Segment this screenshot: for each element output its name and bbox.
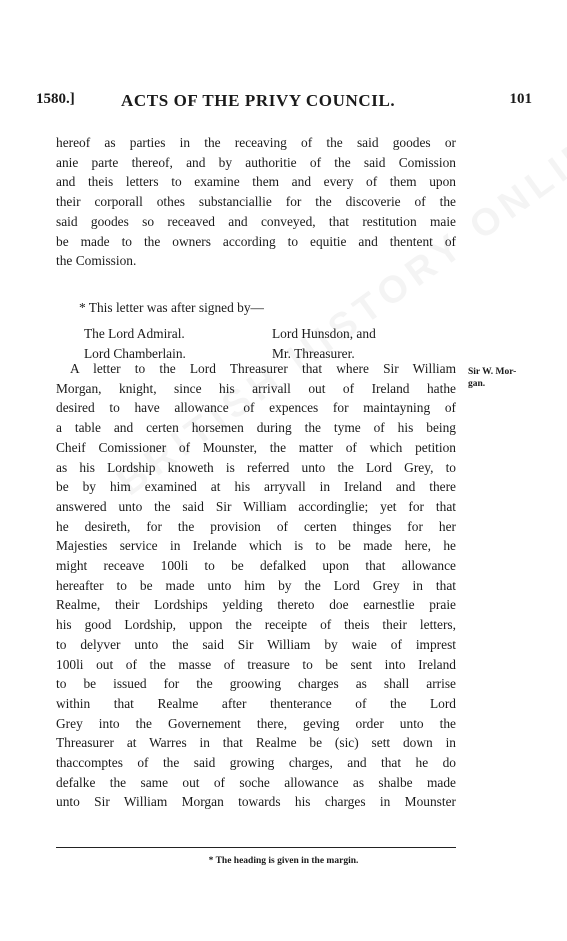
- text-line: be made to the owners according to equitie and thentent of: [56, 233, 456, 249]
- text-line: unto Sir William Morgan towards his charges in Mounster: [56, 794, 456, 810]
- text-line: he desireth, for the provision of certen thinges for her: [56, 518, 456, 534]
- signatory: Lord Chamberlain.: [84, 346, 186, 361]
- text-line: Realme, their Lordships yelding thereto doe earnestlie praie: [56, 597, 456, 613]
- text-line: hereafter to be made unto him by the Lord Grey in that: [56, 577, 456, 593]
- signatory: Mr. Threasurer.: [272, 346, 355, 361]
- text-line: and theis letters to examine them and every of them upon: [56, 174, 456, 190]
- text-line: said goodes so receaved and conveyed, that restitution maie: [56, 213, 456, 229]
- text-line: thaccomptes of the said growing charges, and that he do: [56, 755, 456, 771]
- text-line: Grey into the Governement there, geving order unto the: [56, 715, 456, 731]
- text-line: their corporall othes substanciallie for the discoverie of the: [56, 194, 456, 210]
- text-line: might receave 100li to be defalked upon that allowance: [56, 558, 456, 574]
- text-line: Majesties service in Irelande which is to be made here, he: [56, 538, 456, 554]
- text-line: his good Lordship, uppon the receipte of theis their letters,: [56, 617, 456, 633]
- text-line: to be issued for the groowing charges as shall arrise: [56, 676, 456, 692]
- text-line: a table and certen horsemen during the tyme of his being: [56, 420, 456, 436]
- text-line: as his Lordship knoweth is referred unto the Lord Grey, to: [56, 459, 456, 475]
- letter-paragraph: [56, 359, 456, 812]
- text-line: answered unto the said Sir William accordinglie; yet for that: [56, 498, 456, 514]
- text-line: anie parte thereof, and by authoritie of the said Comission: [56, 154, 456, 170]
- text-line: Morgan, knight, since his arrivall out of Ireland hathe: [56, 380, 456, 396]
- text-line: hereof as parties in the receaving of the said goodes or: [56, 135, 456, 150]
- text-line: Cheif Comissioner of Mounster, the matter of which petition: [56, 439, 456, 455]
- year-label: 1580.]: [36, 91, 75, 107]
- margin-note-line: Sir W. Mor-: [468, 367, 517, 377]
- text-line: be by him examined at his arryvall in Ireland and there: [56, 479, 456, 495]
- signatory: Lord Hunsdon, and: [272, 326, 376, 341]
- text-line: the Comission.: [56, 253, 137, 269]
- text-line: Threasurer at Warres in that Realme be (sic) sett down in: [56, 735, 456, 751]
- text-line: defalke the same out of soche allowance as shalbe made: [56, 774, 456, 790]
- running-title: ACTS OF THE PRIVY COUNCIL.: [121, 91, 396, 110]
- page-number: 101: [509, 91, 532, 107]
- signatory: The Lord Admiral.: [84, 326, 185, 341]
- running-header: [36, 91, 532, 115]
- paragraph-continued: [56, 133, 456, 271]
- text-line: A letter to the Lord Threasurer that where Sir William: [70, 361, 456, 376]
- signatories-intro: * This letter was after signed by—: [79, 300, 264, 315]
- margin-note: [468, 366, 516, 390]
- margin-note-line: gan.: [468, 379, 486, 389]
- text-line: desired to have allowance of expences for maintayning of: [56, 400, 456, 416]
- text-line: within that Realme after thenterance of the Lord: [56, 695, 456, 711]
- footnote-rule: [56, 847, 456, 848]
- text-line: 100li out of the masse of treasure to be sent into Ireland: [56, 656, 456, 672]
- footnote: * The heading is given in the margin.: [208, 856, 359, 866]
- text-line: to delyver unto the said Sir William by waie of imprest: [56, 636, 456, 652]
